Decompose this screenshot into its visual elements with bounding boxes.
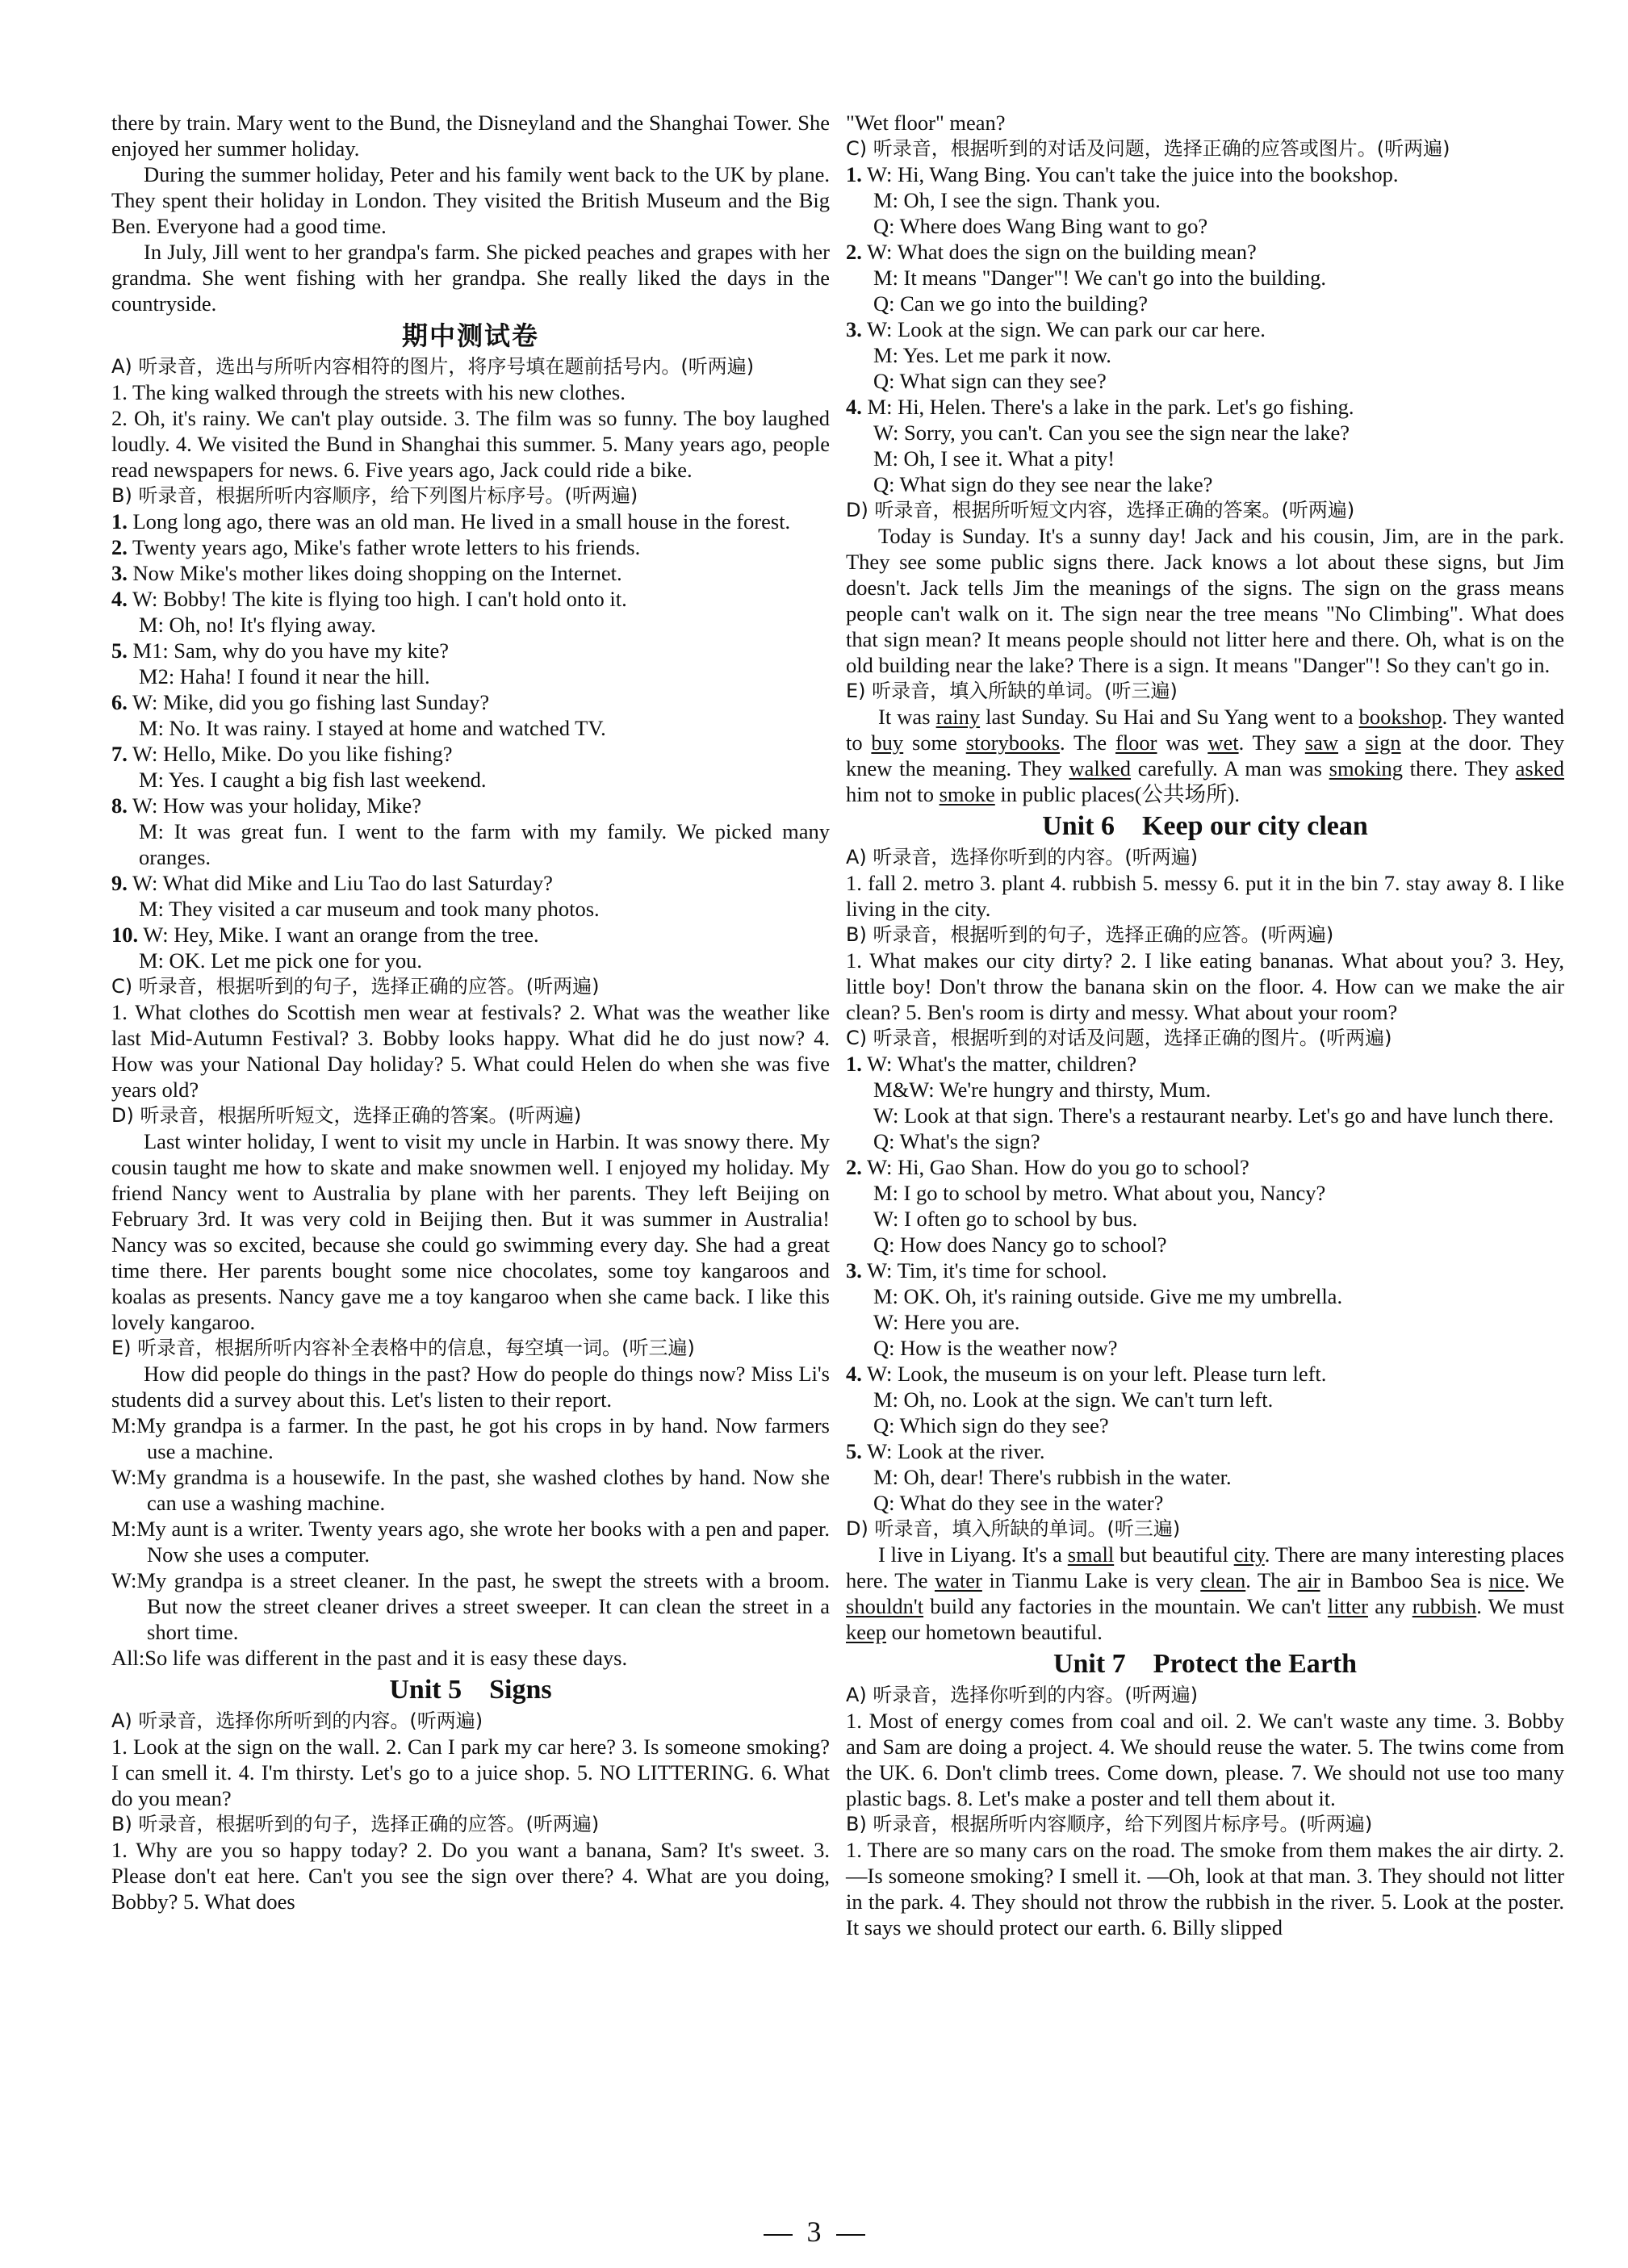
unit6-c-items (846, 1051, 1564, 1516)
midterm-b-item-number: 6. (111, 690, 128, 714)
midterm-b-item-text: Twenty years ago, Mike's father wrote letters to his friends. (132, 535, 641, 559)
unit6-d-text: but beautiful (1114, 1542, 1234, 1567)
unit6-c-item-text: Q: How does Nancy go to school? (873, 1232, 1167, 1257)
unit5-c-item-text: W: Look at the sign. We can park our car here. (867, 317, 1266, 341)
unit6-d-cloze (846, 1542, 1564, 1645)
page-number-dash-left (764, 2234, 793, 2236)
unit7-b-instruction: B) 听录音，根据所听内容顺序，给下列图片标序号。(听两遍) (846, 1813, 1373, 1835)
midterm-a-line: 2. Oh, it's rainy. We can't play outside. 3. The film was so funny. The boy laughed loudly. 4. We visited the Bund in Shanghai this summer. 5. Many years ago, people read newspapers for news. 6. Five years ago, Jack could ride a bike. (111, 406, 830, 482)
unit6-d-text: any (1367, 1594, 1412, 1618)
unit5-e-cloze (846, 704, 1564, 807)
unit6-c-item (846, 1180, 1564, 1206)
unit6-c-item-text: W: Hi, Gao Shan. How do you go to school? (867, 1155, 1249, 1179)
midterm-b-item (111, 663, 830, 689)
unit5-c-item (846, 265, 1564, 291)
midterm-e-line (111, 1516, 830, 1567)
unit5-e-answer: asked (1515, 756, 1564, 780)
unit5-e-text: carefully. A man was (1131, 756, 1329, 780)
unit6-d-answer: nice (1488, 1568, 1525, 1592)
unit5-a-text: 1. Look at the sign on the wall. 2. Can I park my car here? 3. Is someone smoking? I can smell it. 4. I'm thirsty. Let's go to a juice shop. 5. NO LITTERING. 6. What do you mean? (111, 1734, 830, 1810)
unit5-c-item (846, 161, 1564, 187)
unit6-c-item (846, 1103, 1564, 1128)
unit5-c-item (846, 394, 1564, 420)
midterm-b-item-text: M: No. It was rainy. I stayed at home and watched TV. (139, 716, 606, 740)
midterm-e-speech: My grandpa is a farmer. In the past, he got his crops in by hand. Now farmers use a machine. (136, 1413, 830, 1463)
unit5-e-text: . The (1060, 730, 1115, 755)
unit6-c-item-text: M: Oh, no. Look at the sign. We can't turn left. (873, 1387, 1274, 1412)
midterm-b-item-number: 10. (111, 923, 139, 947)
unit5-e-text: in public places(公共场所). (994, 782, 1240, 806)
unit5-e-answer: buy (871, 730, 904, 755)
unit6-c-item (846, 1412, 1564, 1438)
unit5-c-item-number: 4. (846, 395, 862, 419)
unit5-c-item (846, 368, 1564, 394)
unit6-c-item-number: 5. (846, 1439, 862, 1463)
midterm-b-item (111, 612, 830, 638)
intro-section (111, 110, 830, 316)
unit5-c-item-number: 3. (846, 317, 862, 341)
unit6-d-answer: city (1233, 1542, 1265, 1567)
unit6-c-item (846, 1464, 1564, 1490)
midterm-a-line: 1. The king walked through the streets with his new clothes. (111, 380, 626, 404)
unit6-c-item-text: M: OK. Oh, it's raining outside. Give me my umbrella. (873, 1284, 1343, 1308)
page-number (0, 2215, 1628, 2249)
unit6-d-text: in Tianmu Lake is very (981, 1568, 1201, 1592)
unit6-c-item-text: Q: Which sign do they see? (873, 1413, 1109, 1437)
midterm-e-line (111, 1645, 830, 1671)
unit6-d-answer: air (1297, 1568, 1320, 1592)
unit6-c-item-text: M: I go to school by metro. What about you, Nancy? (873, 1181, 1326, 1205)
unit6-c-item-text: W: Look at the river. (867, 1439, 1045, 1463)
unit5-c-item-text: Q: Where does Wang Bing want to go? (873, 214, 1208, 238)
unit6-d-answer: litter (1327, 1594, 1368, 1618)
unit5-c-item (846, 446, 1564, 471)
unit5-e-text: there. They (1402, 756, 1516, 780)
unit5-c-items (846, 161, 1564, 497)
unit6-d-instruction: D) 听录音，填入所缺的单词。(听三遍) (846, 1517, 1181, 1540)
midterm-b-item-text: M1: Sam, why do you have my kite? (132, 638, 450, 663)
unit6-c-item-number: 4. (846, 1362, 862, 1386)
midterm-d-text: Last winter holiday, I went to visit my uncle in Harbin. It was snowy there. My cousin taught me how to skate and make snowmen well. I enjoyed my holiday. My friend Nancy went to Australia by plane with her parents. They left Beijing on February 3rd. It was very cold in Beijing then. But it was summer in Australia! Nancy was so excited, because she could go swimming every day. She had a great time there. Her parents bought some nice chocolates, some toy kangaroos and koalas as presents. Nancy gave me a toy kangaroo when she came back. I like this lovely kangaroo. (111, 1129, 830, 1334)
unit5-b-text: 1. Why are you so happy today? 2. Do you want a banana, Sam? It's sweet. 3. Please don't eat here. Can't you see the sign over there? 4. What are you doing, Bobby? 5. What does (111, 1838, 830, 1914)
unit5-a-instruction: A) 听录音，选择你所听到的内容。(听两遍) (111, 1709, 483, 1732)
unit6-c-item-number: 2. (846, 1155, 862, 1179)
intro-para-2: During the summer holiday, Peter and his family went back to the UK by plane. They spent their holiday in London. They visited the British Museum and the Big Ben. Everyone had a good time. (111, 162, 830, 238)
unit6-c-item-text: M: Oh, dear! There's rubbish in the water. (873, 1465, 1232, 1489)
midterm-b-item-number: 8. (111, 793, 128, 818)
midterm-b-item-text: W: Bobby! The kite is flying too high. I can't hold onto it. (132, 587, 627, 611)
midterm-b-item (111, 534, 830, 560)
unit5-c-item-number: 2. (846, 240, 862, 264)
unit6-d-text: . The (1245, 1568, 1298, 1592)
unit5-e-answer: walked (1069, 756, 1131, 780)
midterm-b-item-text: W: Hello, Mike. Do you like fishing? (132, 742, 453, 766)
unit5-e-text: at the door. They knew the meaning. They (846, 730, 1564, 780)
unit7-title: Unit 7 Protect the Earth (1053, 1649, 1358, 1679)
midterm-b-item-text: M: Oh, no! It's flying away. (139, 613, 376, 637)
midterm-b-item-text: W: What did Mike and Liu Tao do last Saturday? (132, 871, 553, 895)
unit5-e-text: a (1338, 730, 1366, 755)
unit5-e-answer: sign (1365, 730, 1401, 755)
unit7-a-text: 1. Most of energy comes from coal and oil. 2. We can't waste any time. 3. Bobby and Sam are doing a project. 4. We should reuse the water. 5. The twins come from the UK. 6. Don't climb trees. Come down, please. 7. We should not use too many plastic bags. 8. Let's make a poster and tell them about it. (846, 1709, 1564, 1810)
midterm-e-instruction: E) 听录音，根据所听内容补全表格中的信息，每空填一词。(听三遍) (111, 1337, 695, 1359)
unit5-c-item (846, 316, 1564, 342)
unit5-e-answer: smoke (939, 782, 995, 806)
unit5-e-text: . They wanted to (846, 705, 1565, 755)
unit5-e-answer: bookshop (1358, 705, 1442, 729)
unit6-b-text: 1. What makes our city dirty? 2. I like eating bananas. What about you? 3. Hey, little boy! Don't throw the banana skin on the floor. 4. How can we make the air clean? 5. Ben's room is dirty and messy. What about your room? (846, 948, 1564, 1024)
midterm-b-item-text: W: Hey, Mike. I want an orange from the tree. (143, 923, 539, 947)
midterm-b-item (111, 560, 830, 586)
unit6-c-item-text: W: What's the matter, children? (867, 1052, 1137, 1076)
unit6-d-text: our hometown beautiful. (886, 1620, 1103, 1644)
unit5-c-item-text: W: Sorry, you can't. Can you see the sign near the lake? (873, 421, 1350, 445)
unit5-b-continued: "Wet floor" mean? (846, 111, 1006, 135)
midterm-b-item-text: M: They visited a car museum and took many photos. (139, 897, 600, 921)
unit5-c-item (846, 471, 1564, 497)
midterm-e-speech: So life was different in the past and it is easy these days. (144, 1646, 628, 1670)
unit6-c-item (846, 1077, 1564, 1103)
midterm-e-intro: How did people do things in the past? How do people do things now? Miss Li's students did a survey about this. Let's listen to their report. (111, 1362, 830, 1412)
midterm-a-lines (111, 379, 830, 483)
unit6-c-item (846, 1128, 1564, 1154)
midterm-title: 期中测试卷 (401, 320, 539, 351)
midterm-b-item-number: 4. (111, 587, 128, 611)
unit5-c-item-text: M: Oh, I see the sign. Thank you. (873, 188, 1161, 212)
unit6-c-item (846, 1206, 1564, 1232)
unit6-a-instruction: A) 听录音，选择你听到的内容。(听两遍) (846, 846, 1199, 868)
unit5-c-item (846, 420, 1564, 446)
unit5-c-item (846, 239, 1564, 265)
unit7-a-instruction: A) 听录音，选择你听到的内容。(听两遍) (846, 1684, 1199, 1706)
unit6-c-item-number: 3. (846, 1258, 862, 1283)
unit6-d-answer: water (934, 1568, 982, 1592)
midterm-b-item-number: 7. (111, 742, 128, 766)
unit6-d-answer: small (1067, 1542, 1115, 1567)
unit6-c-item (846, 1232, 1564, 1257)
unit6-d-text: . We must (1476, 1594, 1565, 1618)
unit6-d-text: . There are many interesting places here. The (846, 1542, 1564, 1592)
unit6-d-text: I live in Liyang. It's a (878, 1542, 1068, 1567)
unit6-c-item (846, 1387, 1564, 1412)
unit6-c-item (846, 1051, 1564, 1077)
midterm-b-item (111, 689, 830, 715)
midterm-e-speaker: All: (111, 1646, 145, 1670)
unit5-c-item-text: Q: What sign do they see near the lake? (873, 472, 1213, 496)
midterm-b-item-number: 1. (111, 509, 128, 534)
midterm-e-speaker: M: (111, 1517, 136, 1541)
unit6-c-item-text: Q: What do they see in the water? (873, 1491, 1164, 1515)
midterm-b-item (111, 818, 830, 870)
midterm-b-item-text: W: How was your holiday, Mike? (132, 793, 421, 818)
midterm-e-speaker: W: (111, 1568, 137, 1592)
unit5-c-item-text: Q: Can we go into the building? (873, 291, 1149, 316)
midterm-b-item-number: 3. (111, 561, 128, 585)
midterm-b-items (111, 508, 830, 973)
unit5-e-text: some (903, 730, 966, 755)
midterm-b-item (111, 896, 830, 922)
unit6-c-item (846, 1154, 1564, 1180)
unit5-c-item (846, 213, 1564, 239)
unit5-d-text: Today is Sunday. It's a sunny day! Jack and his cousin, Jim, are in the park. They see some public signs there. Jack knows a lot about these signs, but Jim doesn't. Jack tells Jim the meanings of the signs. The sign on the grass means people can't walk on it. The sign near the tree means "No Climbing". What does that sign mean? It means people should not litter here and there. Oh, what is on the old building near the lake? There is a sign. It means "Danger"! So they can't go in. (846, 524, 1564, 677)
midterm-b-item (111, 715, 830, 741)
unit6-c-item (846, 1335, 1564, 1361)
unit6-c-item (846, 1361, 1564, 1387)
unit6-c-instruction: C) 听录音，根据听到的对话及问题，选择正确的图片。(听两遍) (846, 1027, 1392, 1049)
unit6-d-text: build any factories in the mountain. We can't (923, 1594, 1328, 1618)
midterm-e-speech: My grandpa is a street cleaner. In the past, he swept the streets with a broom. But now the street cleaner drives a street sweeper. It can clean the street in a short time. (136, 1568, 830, 1644)
left-column (111, 110, 830, 1914)
unit5-c-item (846, 291, 1564, 316)
midterm-b-item-text: M2: Haha! I found it near the hill. (139, 664, 430, 688)
unit5-e-text: last Sunday. Su Hai and Su Yang went to a (980, 705, 1359, 729)
unit5-c-item-number: 1. (846, 162, 862, 186)
midterm-b-item-number: 9. (111, 871, 128, 895)
midterm-b-item-text: M: Yes. I caught a big fish last weekend. (139, 768, 487, 792)
midterm-e-dialogue (111, 1412, 830, 1671)
unit5-d-instruction: D) 听录音，根据所听短文内容，选择正确的答案。(听两遍) (846, 499, 1355, 521)
midterm-b-item-number: 5. (111, 638, 128, 663)
unit6-d-answer: shouldn't (846, 1594, 924, 1618)
midterm-b-item (111, 870, 830, 896)
unit6-d-answer: keep (846, 1620, 887, 1644)
midterm-e-line (111, 1567, 830, 1645)
unit5-title: Unit 5 Signs (389, 1675, 552, 1705)
unit6-c-item-number: 1. (846, 1052, 862, 1076)
midterm-c-instruction: C) 听录音，根据听到的句子，选择正确的应答。(听两遍) (111, 975, 600, 998)
unit5-c-item-text: W: Hi, Wang Bing. You can't take the juice into the bookshop. (867, 162, 1399, 186)
unit6-c-item (846, 1309, 1564, 1335)
unit5-c-item-text: M: Yes. Let me park it now. (873, 343, 1111, 367)
midterm-b-item-text: M: OK. Let me pick one for you. (139, 948, 423, 973)
unit5-c-item (846, 187, 1564, 213)
midterm-b-item (111, 922, 830, 948)
unit6-c-item-text: M&W: We're hungry and thirsty, Mum. (873, 1078, 1212, 1102)
unit6-c-item (846, 1490, 1564, 1516)
midterm-b-item-text: W: Mike, did you go fishing last Sunday? (132, 690, 490, 714)
unit6-c-item-text: W: Tim, it's time for school. (867, 1258, 1107, 1283)
unit6-a-text: 1. fall 2. metro 3. plant 4. rubbish 5. messy 6. put it in the bin 7. stay away 8. I like living in the city. (846, 871, 1564, 921)
unit6-c-item-text: W: Look at that sign. There's a restaurant nearby. Let's go and have lunch there. (873, 1103, 1555, 1128)
midterm-e-speaker: W: (111, 1465, 137, 1489)
unit5-c-item-text: Q: What sign can they see? (873, 369, 1107, 393)
unit5-c-item-text: M: It means "Danger"! We can't go into the building. (873, 266, 1327, 290)
unit5-e-text: It was (878, 705, 936, 729)
midterm-b-item-text: Long long ago, there was an old man. He lived in a small house in the forest. (132, 509, 791, 534)
midterm-b-item (111, 948, 830, 973)
unit6-title: Unit 6 Keep our city clean (1042, 811, 1368, 841)
midterm-d-instruction: D) 听录音，根据所听短文，选择正确的答案。(听两遍) (111, 1104, 582, 1127)
unit5-e-text: . They (1238, 730, 1305, 755)
unit6-d-answer: clean (1200, 1568, 1246, 1592)
unit6-c-item (846, 1283, 1564, 1309)
unit6-b-instruction: B) 听录音，根据听到的句子，选择正确的应答。(听两遍) (846, 923, 1334, 946)
midterm-b-item (111, 741, 830, 767)
unit5-e-answer: floor (1115, 730, 1157, 755)
midterm-e-speech: My aunt is a writer. Twenty years ago, she wrote her books with a pen and paper. Now she uses a computer. (136, 1517, 830, 1567)
midterm-b-item (111, 508, 830, 534)
unit6-d-text: . We (1524, 1568, 1564, 1592)
page-number-text: 3 (806, 2216, 822, 2248)
unit5-e-text: him not to (846, 782, 940, 806)
unit6-c-item-text: W: Here you are. (873, 1310, 1020, 1334)
unit5-e-text: was (1157, 730, 1208, 755)
unit6-d-text: in Bamboo Sea is (1320, 1568, 1489, 1592)
midterm-b-item (111, 793, 830, 818)
unit5-e-answer: smoking (1329, 756, 1403, 780)
unit6-d-answer: rubbish (1412, 1594, 1477, 1618)
midterm-e-speaker: M: (111, 1413, 136, 1437)
midterm-b-item (111, 767, 830, 793)
unit5-e-answer: wet (1207, 730, 1239, 755)
midterm-b-instruction: B) 听录音，根据所听内容顺序，给下列图片标序号。(听两遍) (111, 484, 638, 507)
unit5-e-answer: saw (1304, 730, 1339, 755)
unit5-b-instruction: B) 听录音，根据听到的句子，选择正确的应答。(听两遍) (111, 1813, 600, 1835)
unit5-e-answer: rainy (935, 705, 981, 729)
page-number-dash-right (836, 2234, 865, 2236)
midterm-b-item-text: M: It was great fun. I went to the farm with my family. We picked many oranges. (139, 819, 830, 869)
unit6-c-item (846, 1438, 1564, 1464)
unit5-c-item-text: M: Hi, Helen. There's a lake in the park. Let's go fishing. (867, 395, 1354, 419)
unit7-b-text: 1. There are so many cars on the road. The smoke from them makes the air dirty. 2. —Is someone smoking? I smell it. —Oh, look at that man. 3. They should not litter in the park. 4. They should not throw the rubbish in the river. 5. Look at the poster. It says we should protect our earth. 6. Billy slipped (846, 1838, 1564, 1940)
intro-para-1: there by train. Mary went to the Bund, the Disneyland and the Shanghai Tower. She enjoyed her summer holiday. (111, 111, 830, 161)
unit6-c-item-text: W: Look, the museum is on your left. Please turn left. (867, 1362, 1327, 1386)
midterm-b-item-text: Now Mike's mother likes doing shopping on the Internet. (132, 561, 622, 585)
unit6-c-item-text: W: I often go to school by bus. (873, 1207, 1138, 1231)
unit5-c-item (846, 342, 1564, 368)
midterm-b-item (111, 586, 830, 612)
unit5-c-instruction: C) 听录音，根据听到的对话及问题，选择正确的应答或图片。(听两遍) (846, 137, 1450, 160)
right-column (846, 110, 1564, 1940)
midterm-b-item-number: 2. (111, 535, 128, 559)
midterm-c-text: 1. What clothes do Scottish men wear at festivals? 2. What was the weather like last Mid-Autumn Festival? 3. Bobby looks happy. What did he do just now? 4. How was your National Day holiday? 5. What could Helen do when she was five years old? (111, 1000, 830, 1102)
unit5-e-instruction: E) 听录音，填入所缺的单词。(听三遍) (846, 680, 1178, 702)
intro-para-3: In July, Jill went to her grandpa's farm. She picked peaches and grapes with her grandma. She went fishing with her grandpa. She really liked the days in the countryside. (111, 240, 830, 316)
midterm-e-speech: My grandma is a housewife. In the past, she washed clothes by hand. Now she can use a washing machine. (136, 1465, 830, 1515)
unit5-e-answer: storybooks (965, 730, 1061, 755)
midterm-e-line (111, 1412, 830, 1464)
midterm-b-item (111, 638, 830, 663)
unit6-c-item (846, 1257, 1564, 1283)
unit6-c-item-text: Q: How is the weather now? (873, 1336, 1118, 1360)
unit5-c-item-text: M: Oh, I see it. What a pity! (873, 446, 1115, 471)
unit5-c-item-text: W: What does the sign on the building mean? (867, 240, 1257, 264)
midterm-a-instruction: A) 听录音，选出与所听内容相符的图片，将序号填在题前括号内。(听两遍) (111, 355, 755, 378)
midterm-e-line (111, 1464, 830, 1516)
unit6-c-item-text: Q: What's the sign? (873, 1129, 1040, 1153)
